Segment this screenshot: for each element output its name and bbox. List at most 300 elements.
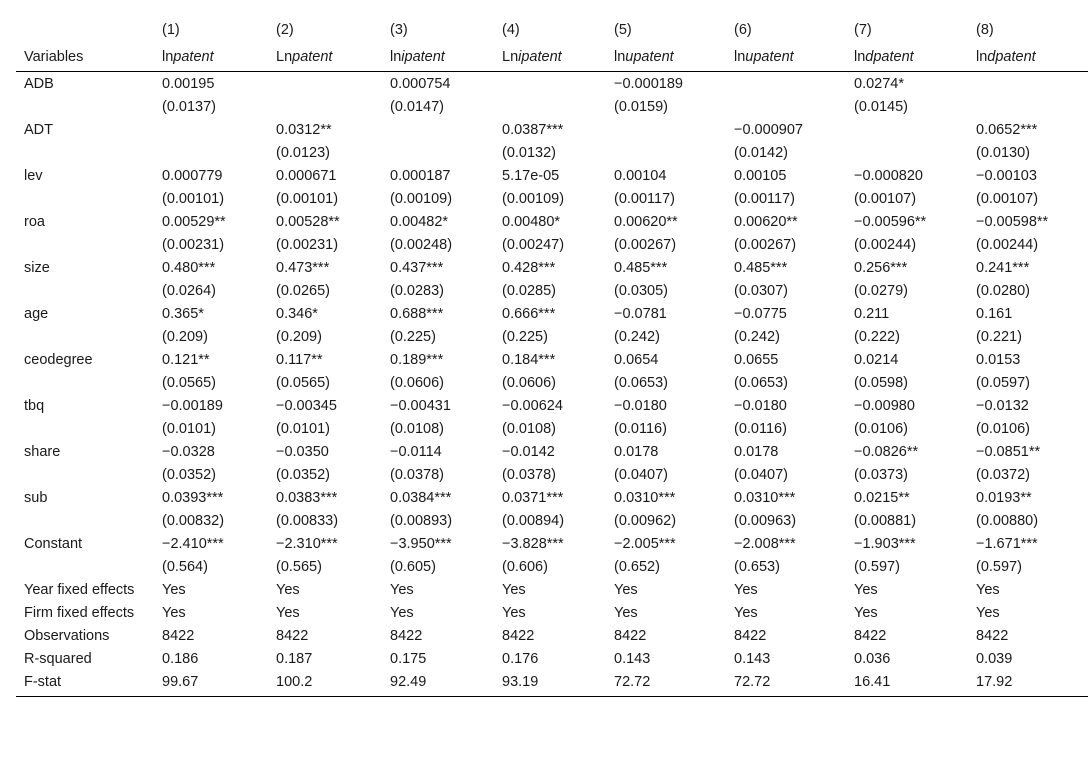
variable-label: ceodegree	[24, 352, 93, 368]
dependent-variable-suffix: upatent	[745, 49, 794, 65]
coefficient-cell: −2.008***	[734, 536, 796, 552]
coefficient-cell: −1.671***	[976, 536, 1038, 552]
coefficient-cell: 0.000779	[162, 168, 223, 184]
standard-error-cell: (0.0101)	[276, 421, 331, 437]
column-number-2: (2)	[276, 22, 294, 38]
standard-error-cell: (0.0145)	[854, 99, 909, 115]
coefficient-row	[16, 441, 1088, 464]
coefficient-row	[16, 349, 1088, 372]
coefficient-cell: 0.000754	[390, 76, 451, 92]
standard-error-cell: (0.00117)	[614, 191, 675, 207]
standard-error-cell: (0.0116)	[614, 421, 667, 437]
coefficient-cell: 0.0652***	[976, 122, 1038, 138]
summary-value: 8422	[276, 628, 309, 644]
coefficient-cell	[382, 119, 494, 142]
coefficient-cell: 0.00104	[614, 168, 667, 184]
variable-label: lev	[24, 168, 43, 184]
summary-value: 8422	[162, 628, 195, 644]
standard-error-cell: (0.00247)	[502, 237, 565, 253]
standard-error-cell	[494, 96, 606, 119]
coefficient-cell: 0.00195	[162, 76, 215, 92]
standard-error-cell: (0.0116)	[734, 421, 787, 437]
coefficient-cell: 0.0193**	[976, 490, 1032, 506]
standard-error-cell	[726, 96, 846, 119]
summary-value: 8422	[734, 628, 767, 644]
standard-error-cell: (0.0598)	[854, 375, 909, 391]
coefficient-cell: −3.828***	[502, 536, 564, 552]
standard-error-label-spacer	[16, 280, 154, 303]
coefficient-cell: −1.903***	[854, 536, 916, 552]
standard-error-cell	[968, 96, 1088, 119]
coefficient-row	[16, 72, 1088, 97]
coefficient-cell: 0.0383***	[276, 490, 338, 506]
coefficient-cell: −0.000907	[734, 122, 803, 138]
dependent-variable-prefix: ln	[390, 49, 402, 65]
coefficient-cell: −0.000820	[854, 168, 923, 184]
summary-row	[16, 648, 1088, 671]
coefficient-cell: 0.00529**	[162, 214, 226, 230]
standard-error-cell: (0.00231)	[162, 237, 225, 253]
coefficient-cell: 0.0310***	[614, 490, 676, 506]
coefficient-cell: 0.0371***	[502, 490, 564, 506]
standard-error-cell: (0.00109)	[502, 191, 565, 207]
summary-value: Yes	[162, 605, 186, 621]
coefficient-cell	[268, 72, 382, 97]
coefficient-cell: 0.0214	[854, 352, 899, 368]
summary-value: 99.67	[154, 671, 268, 697]
standard-error-label-spacer	[16, 556, 154, 579]
standard-error-row	[16, 556, 1088, 579]
standard-error-cell: (0.00109)	[390, 191, 453, 207]
variable-label: tbq	[24, 398, 45, 414]
coefficient-cell: 0.485***	[614, 260, 668, 276]
coefficient-cell: 0.241***	[976, 260, 1030, 276]
summary-label: R-squared	[24, 651, 92, 667]
standard-error-cell	[154, 142, 268, 165]
summary-row	[16, 671, 1088, 697]
summary-value: Yes	[854, 582, 878, 598]
standard-error-cell	[382, 142, 494, 165]
standard-error-cell: (0.0372)	[976, 467, 1031, 483]
summary-row	[16, 579, 1088, 602]
column-number-3: (3)	[390, 22, 408, 38]
standard-error-cell: (0.597)	[976, 559, 1022, 575]
variable-label: ADB	[24, 76, 54, 92]
coefficient-cell: 0.480***	[162, 260, 216, 276]
coefficient-cell: 0.0393***	[162, 490, 224, 506]
header-corner-cell	[16, 10, 154, 40]
summary-value: Yes	[276, 605, 300, 621]
coefficient-cell: −2.005***	[614, 536, 676, 552]
summary-value: Yes	[976, 582, 1000, 598]
coefficient-cell: 0.161	[976, 306, 1013, 322]
summary-value: Yes	[976, 605, 1000, 621]
coefficient-cell: 0.0655	[734, 352, 779, 368]
standard-error-cell: (0.0147)	[390, 99, 445, 115]
coefficient-cell: 0.000671	[276, 168, 337, 184]
coefficient-cell: 0.121**	[162, 352, 210, 368]
column-number-6: (6)	[734, 22, 752, 38]
standard-error-cell: (0.0101)	[162, 421, 217, 437]
summary-value: Yes	[614, 605, 638, 621]
standard-error-cell: (0.00231)	[276, 237, 339, 253]
coefficient-cell: 0.0153	[976, 352, 1021, 368]
variable-label: sub	[24, 490, 48, 506]
dependent-variable-2	[268, 40, 382, 72]
standard-error-cell: (0.0407)	[614, 467, 669, 483]
coefficient-row	[16, 165, 1088, 188]
coefficient-cell: 0.0654	[614, 352, 659, 368]
table-body	[16, 72, 1088, 697]
standard-error-label-spacer	[16, 234, 154, 257]
dependent-variable-4	[494, 40, 606, 72]
standard-error-label-spacer	[16, 326, 154, 349]
summary-value: 72.72	[726, 671, 846, 697]
standard-error-cell: (0.564)	[162, 559, 208, 575]
dependent-variable-prefix: ln	[734, 49, 746, 65]
coefficient-cell: −2.310***	[276, 536, 338, 552]
summary-value: 92.49	[382, 671, 494, 697]
dependent-variable-prefix: ln	[854, 49, 866, 65]
dependent-variable-row	[16, 40, 1088, 72]
dependent-variable-5	[606, 40, 726, 72]
coefficient-cell: −3.950***	[390, 536, 452, 552]
column-number-1: (1)	[162, 22, 180, 38]
coefficient-row	[16, 211, 1088, 234]
dependent-variable-3	[382, 40, 494, 72]
summary-value: 100.2	[268, 671, 382, 697]
standard-error-cell: (0.0265)	[276, 283, 331, 299]
coefficient-cell: −0.0826**	[854, 444, 919, 460]
coefficient-cell: 0.0384***	[390, 490, 452, 506]
summary-label: Firm fixed effects	[24, 605, 135, 621]
summary-value: 0.039	[976, 651, 1013, 667]
coefficient-cell: −0.0180	[734, 398, 787, 414]
summary-value: 0.036	[854, 651, 891, 667]
dependent-variable-8	[968, 40, 1088, 72]
standard-error-cell: (0.0653)	[614, 375, 669, 391]
standard-error-cell: (0.00101)	[276, 191, 339, 207]
standard-error-label-spacer	[16, 142, 154, 165]
coefficient-cell: −0.00431	[390, 398, 451, 414]
coefficient-cell: 0.00480*	[502, 214, 561, 230]
coefficient-cell: 0.688***	[390, 306, 444, 322]
standard-error-cell: (0.225)	[390, 329, 436, 345]
standard-error-cell: (0.00833)	[276, 513, 339, 529]
summary-value: 0.187	[276, 651, 313, 667]
standard-error-cell: (0.0264)	[162, 283, 217, 299]
standard-error-cell: (0.242)	[734, 329, 780, 345]
summary-value: Yes	[276, 582, 300, 598]
coefficient-cell: −0.00598**	[976, 214, 1049, 230]
coefficient-row	[16, 487, 1088, 510]
coefficient-cell	[726, 72, 846, 97]
summary-row	[16, 625, 1088, 648]
variable-label: Constant	[24, 536, 83, 552]
standard-error-cell: (0.00248)	[390, 237, 453, 253]
standard-error-cell: (0.00101)	[162, 191, 225, 207]
variable-label: age	[24, 306, 49, 322]
standard-error-label-spacer	[16, 188, 154, 211]
standard-error-cell: (0.0352)	[162, 467, 217, 483]
dependent-variable-1	[154, 40, 268, 72]
standard-error-cell: (0.00107)	[976, 191, 1039, 207]
coefficient-cell: 0.485***	[734, 260, 788, 276]
coefficient-cell: 0.0215**	[854, 490, 910, 506]
coefficient-cell: −0.0775	[734, 306, 787, 322]
standard-error-cell: (0.0285)	[502, 283, 557, 299]
coefficient-cell: 0.189***	[390, 352, 444, 368]
column-number-7: (7)	[854, 22, 872, 38]
dependent-variable-suffix: dpatent	[865, 49, 914, 65]
standard-error-cell: (0.0565)	[162, 375, 217, 391]
coefficient-cell: −0.00980	[854, 398, 915, 414]
dependent-variable-suffix: ipatent	[401, 49, 445, 65]
coefficient-row	[16, 303, 1088, 326]
dependent-variable-suffix: ipatent	[518, 49, 562, 65]
coefficient-cell: −0.00596**	[854, 214, 927, 230]
dependent-variable-prefix: ln	[976, 49, 988, 65]
standard-error-row	[16, 188, 1088, 211]
coefficient-cell: 0.473***	[276, 260, 330, 276]
coefficient-cell	[968, 72, 1088, 97]
standard-error-cell: (0.00267)	[614, 237, 677, 253]
standard-error-cell: (0.0653)	[734, 375, 789, 391]
summary-value: 16.41	[846, 671, 968, 697]
standard-error-cell: (0.0280)	[976, 283, 1031, 299]
coefficient-cell: 0.00528**	[276, 214, 340, 230]
summary-value: Yes	[162, 582, 186, 598]
standard-error-cell: (0.00963)	[734, 513, 797, 529]
dependent-variable-prefix: ln	[162, 49, 174, 65]
variables-header: Variables	[16, 40, 154, 72]
summary-value: Yes	[390, 605, 414, 621]
standard-error-label-spacer	[16, 372, 154, 395]
standard-error-cell: (0.00893)	[390, 513, 453, 529]
summary-label: Year fixed effects	[24, 582, 135, 598]
standard-error-cell: (0.565)	[276, 559, 322, 575]
summary-row	[16, 602, 1088, 625]
coefficient-cell: 0.00620**	[614, 214, 678, 230]
coefficient-cell: −0.0328	[162, 444, 215, 460]
summary-value: Yes	[734, 605, 758, 621]
standard-error-row	[16, 280, 1088, 303]
coefficient-cell: 0.428***	[502, 260, 556, 276]
standard-error-cell: (0.0378)	[502, 467, 557, 483]
coefficient-cell: 0.666***	[502, 306, 556, 322]
standard-error-label-spacer	[16, 418, 154, 441]
coefficient-row	[16, 533, 1088, 556]
coefficient-cell: −0.00103	[976, 168, 1037, 184]
standard-error-cell: (0.00962)	[614, 513, 677, 529]
standard-error-row	[16, 96, 1088, 119]
standard-error-cell: (0.00894)	[502, 513, 565, 529]
coefficient-cell: 0.211	[854, 306, 890, 322]
coefficient-cell: −2.410***	[162, 536, 224, 552]
column-number-8: (8)	[976, 22, 994, 38]
standard-error-label-spacer	[16, 464, 154, 487]
coefficient-cell: −0.0781	[614, 306, 667, 322]
summary-value: 93.19	[494, 671, 606, 697]
dependent-variable-suffix: patent	[292, 49, 333, 65]
standard-error-cell	[606, 142, 726, 165]
dependent-variable-suffix: dpatent	[987, 49, 1036, 65]
coefficient-cell: −0.0142	[502, 444, 555, 460]
standard-error-cell: (0.653)	[734, 559, 780, 575]
summary-label: F-stat	[16, 671, 154, 697]
column-number-4: (4)	[502, 22, 520, 38]
standard-error-cell: (0.0378)	[390, 467, 445, 483]
table-header	[16, 10, 1088, 72]
summary-value: 0.143	[734, 651, 771, 667]
standard-error-cell: (0.0305)	[614, 283, 669, 299]
standard-error-cell	[268, 96, 382, 119]
coefficient-cell: −0.00189	[162, 398, 223, 414]
standard-error-cell: (0.222)	[854, 329, 900, 345]
standard-error-cell: (0.0597)	[976, 375, 1031, 391]
standard-error-cell: (0.0142)	[734, 145, 789, 161]
variable-label: ADT	[24, 122, 53, 138]
summary-value: 8422	[390, 628, 423, 644]
standard-error-cell: (0.0130)	[976, 145, 1031, 161]
dependent-variable-7	[846, 40, 968, 72]
standard-error-row	[16, 142, 1088, 165]
summary-value: 8422	[976, 628, 1009, 644]
summary-value: 8422	[502, 628, 535, 644]
standard-error-cell: (0.0565)	[276, 375, 331, 391]
standard-error-row	[16, 510, 1088, 533]
summary-value: 0.143	[614, 651, 651, 667]
variable-label: size	[24, 260, 50, 276]
summary-value: Yes	[854, 605, 878, 621]
coefficient-cell: 0.256***	[854, 260, 908, 276]
standard-error-cell: (0.652)	[614, 559, 660, 575]
coefficient-cell: −0.0180	[614, 398, 667, 414]
coefficient-cell: −0.0132	[976, 398, 1029, 414]
coefficient-cell: 0.0312**	[276, 122, 332, 138]
standard-error-cell: (0.242)	[614, 329, 660, 345]
standard-error-cell: (0.00267)	[734, 237, 797, 253]
standard-error-row	[16, 326, 1088, 349]
standard-error-cell: (0.0137)	[162, 99, 217, 115]
standard-error-cell: (0.606)	[502, 559, 548, 575]
summary-value: 72.72	[606, 671, 726, 697]
variable-label: roa	[24, 214, 45, 230]
coefficient-cell: 0.365*	[162, 306, 204, 322]
standard-error-cell: (0.0606)	[502, 375, 557, 391]
summary-value: Yes	[502, 582, 526, 598]
summary-value: Yes	[390, 582, 414, 598]
coefficient-cell: −0.00345	[276, 398, 337, 414]
standard-error-cell: (0.00881)	[854, 513, 917, 529]
summary-value: 8422	[854, 628, 887, 644]
summary-value: Yes	[734, 582, 758, 598]
standard-error-cell: (0.0108)	[390, 421, 445, 437]
standard-error-cell: (0.0106)	[854, 421, 909, 437]
coefficient-cell: −0.0851**	[976, 444, 1041, 460]
dependent-variable-prefix: Ln	[276, 49, 293, 65]
standard-error-cell: (0.0352)	[276, 467, 331, 483]
coefficient-cell: 0.346*	[276, 306, 318, 322]
standard-error-cell: (0.00117)	[734, 191, 795, 207]
variable-label: share	[24, 444, 61, 460]
coefficient-cell	[154, 119, 268, 142]
standard-error-cell	[846, 142, 968, 165]
column-number-row	[16, 10, 1088, 40]
standard-error-cell: (0.0283)	[390, 283, 445, 299]
standard-error-cell: (0.597)	[854, 559, 900, 575]
standard-error-cell: (0.209)	[162, 329, 208, 345]
standard-error-cell: (0.605)	[390, 559, 436, 575]
standard-error-label-spacer	[16, 510, 154, 533]
coefficient-cell: 0.0178	[734, 444, 779, 460]
coefficient-row	[16, 395, 1088, 418]
standard-error-cell: (0.209)	[276, 329, 322, 345]
regression-results-table	[16, 10, 1088, 697]
standard-error-row	[16, 464, 1088, 487]
standard-error-cell: (0.00244)	[976, 237, 1039, 253]
coefficient-cell: −0.0114	[390, 444, 442, 460]
summary-value: Yes	[614, 582, 638, 598]
dependent-variable-suffix: patent	[173, 49, 214, 65]
standard-error-row	[16, 418, 1088, 441]
standard-error-cell: (0.0307)	[734, 283, 789, 299]
coefficient-cell	[494, 72, 606, 97]
summary-value: 0.175	[390, 651, 427, 667]
coefficient-cell	[846, 119, 968, 142]
standard-error-cell: (0.0123)	[276, 145, 331, 161]
coefficient-cell: 0.00482*	[390, 214, 449, 230]
standard-error-cell: (0.00832)	[162, 513, 225, 529]
summary-value: 17.92	[968, 671, 1088, 697]
standard-error-cell: (0.00107)	[854, 191, 917, 207]
standard-error-row	[16, 234, 1088, 257]
standard-error-cell: (0.0373)	[854, 467, 909, 483]
standard-error-label-spacer	[16, 96, 154, 119]
standard-error-cell: (0.00244)	[854, 237, 917, 253]
dependent-variable-prefix: Ln	[502, 49, 519, 65]
coefficient-cell: 0.000187	[390, 168, 451, 184]
standard-error-cell: (0.0108)	[502, 421, 557, 437]
coefficient-row	[16, 257, 1088, 280]
column-number-5: (5)	[614, 22, 632, 38]
standard-error-cell: (0.0606)	[390, 375, 445, 391]
summary-value: Yes	[502, 605, 526, 621]
summary-value: 0.186	[162, 651, 199, 667]
coefficient-cell: 5.17e-05	[502, 168, 560, 184]
dependent-variable-6	[726, 40, 846, 72]
coefficient-row	[16, 119, 1088, 142]
standard-error-cell: (0.225)	[502, 329, 548, 345]
coefficient-cell: −0.000189	[614, 76, 683, 92]
coefficient-cell: 0.00620**	[734, 214, 798, 230]
standard-error-cell: (0.0159)	[614, 99, 669, 115]
summary-label: Observations	[24, 628, 110, 644]
standard-error-cell: (0.221)	[976, 329, 1022, 345]
standard-error-cell: (0.0279)	[854, 283, 909, 299]
coefficient-cell: −0.00624	[502, 398, 563, 414]
dependent-variable-prefix: ln	[614, 49, 626, 65]
coefficient-cell: 0.117**	[276, 352, 323, 368]
summary-value: 0.176	[502, 651, 539, 667]
coefficient-cell: 0.184***	[502, 352, 556, 368]
coefficient-cell: 0.00105	[734, 168, 787, 184]
coefficient-cell: 0.0310***	[734, 490, 796, 506]
coefficient-cell: 0.0178	[614, 444, 659, 460]
coefficient-cell: 0.437***	[390, 260, 444, 276]
coefficient-cell: −0.0350	[276, 444, 329, 460]
standard-error-cell: (0.0407)	[734, 467, 789, 483]
